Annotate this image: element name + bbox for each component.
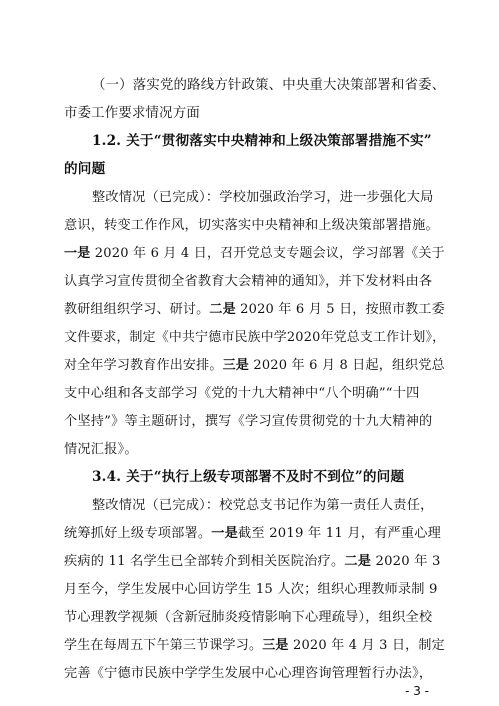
issue-1-paragraph-line: 支中心组和各支部学习《党的十九大精神中“八个明确”“十四 — [64, 386, 420, 401]
line-text: 学生在每周五下午第三节课学习。 — [64, 638, 263, 653]
issue-2-paragraph-line — [64, 636, 445, 655]
line-text: 2020 年 6 月 8 日起，组织党总 — [249, 358, 445, 373]
issue-1-heading-line-1: 1.2. 关于“贯彻落实中央精神和上级决策部署措施不实” — [92, 133, 432, 149]
line-text: 2020 年 6 月 4 日，召开党总支专题会议，学习部署《关于 — [90, 246, 445, 261]
issue-1-paragraph-line: 个坚持”》等主题研讨，撰写《学习宣传贯彻党的十九大精神的 — [64, 414, 433, 429]
issue-2-paragraph-line — [64, 552, 441, 571]
issue-2-paragraph-line: 完善《宁德市民族中学学生发展中心心理咨询管理暂行办法》， — [64, 666, 433, 681]
section-title-line-2: 市委工作要求情况方面 — [64, 106, 200, 121]
line-text: 2020 年 6 月 5 日，按照市教工委 — [235, 302, 445, 317]
issue-1-paragraph-line: 文件要求，制定《中共宁德市民族中学2020年党总支工作计划》， — [64, 330, 446, 345]
issue-1-paragraph-line — [64, 244, 445, 263]
emphasis-second: 二是 — [209, 302, 236, 317]
section-title-line-1: （一）落实党的路线方针政策、中央重大决策部署和省委、 — [92, 78, 446, 93]
line-text: 疾病的 11 名学生已全部转介到相关医院治疗。 — [64, 554, 345, 569]
emphasis-third: 三是 — [222, 358, 250, 373]
issue-2-paragraph-line: 整改情况（已完成）：校党总支书记作为第一责任人责任， — [92, 498, 434, 513]
issue-1-paragraph-line: 认真学习宣传贯彻全省教育大会精神的通知》，并下发材料由各 — [64, 274, 433, 289]
issue-1-paragraph-line — [64, 300, 445, 319]
issue-2-paragraph-line — [64, 524, 441, 543]
page-number: - 3 - — [405, 684, 429, 698]
line-text: 2020 年 3 — [371, 554, 441, 569]
issue-1-paragraph-line — [64, 356, 445, 375]
emphasis-first: 一是 — [64, 246, 91, 261]
issue-1-paragraph-line: 整改情况（已完成）：学校加强政治学习，进一步强化大局 — [92, 190, 434, 205]
line-text: 截至 2019 年 11 月，有严重心理 — [238, 526, 442, 541]
issue-2-heading: 3.4. 关于“执行上级专项部署不及时不到位”的问题 — [92, 469, 405, 485]
line-text: 教研组组织学习、研讨。 — [64, 302, 210, 317]
emphasis-third: 三是 — [262, 638, 289, 653]
emphasis-first: 一是 — [211, 526, 239, 541]
emphasis-second: 二是 — [344, 554, 372, 569]
line-text: 对全年学习教育作出安排。 — [64, 358, 223, 373]
issue-2-paragraph-line: 节心理教学视频（含新冠肺炎疫情影响下心理疏导），组织全校 — [64, 610, 433, 625]
line-text: 2020 年 4 月 3 日，制定 — [288, 638, 445, 653]
line-text: 统筹抓好上级专项部署。 — [64, 526, 212, 541]
issue-1-paragraph-line: 情况汇报》。 — [64, 442, 138, 457]
issue-2-paragraph-line: 月至今，学生发展中心回访学生 15 人次；组织心理教师录制 9 — [64, 582, 438, 597]
issue-1-heading-line-2: 的问题 — [64, 161, 106, 177]
issue-1-paragraph-line: 意识，转变工作作风，切实落实中央精神和上级决策部署措施。 — [64, 218, 439, 233]
